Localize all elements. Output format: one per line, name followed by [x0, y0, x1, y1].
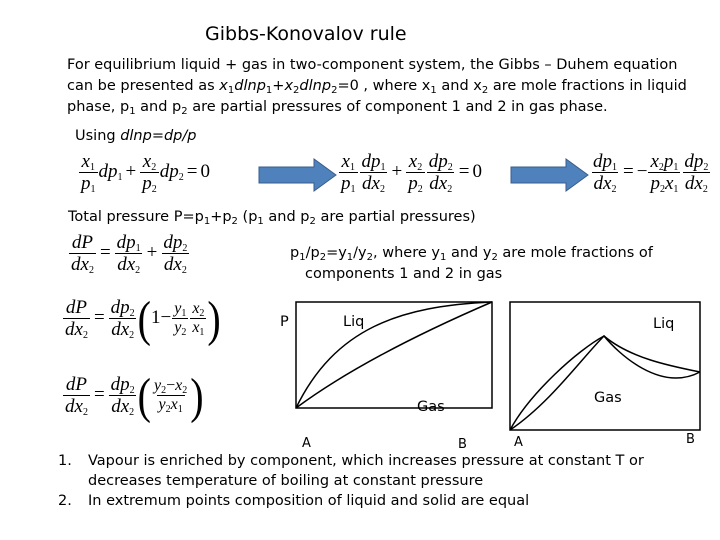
- equation-with-y-ratio: $\frac{dP}{dx_2}$ = $\frac{dp_2}{dx_2}$ (1− $\frac{y_1}{y_2}$ $\frac{x_2}{x_1}$ ): [65, 290, 221, 347]
- label-b-left: B: [458, 437, 467, 452]
- arrow-icon: [510, 158, 590, 192]
- label-liq-right: Liq: [653, 316, 675, 332]
- total-pressure-line: Total pressure $P=p_1+p_2$ ($p_1$ and $p_2$ are partial pressures): [68, 209, 476, 227]
- ratio-note: [290, 243, 653, 285]
- axis-label-p: P: [280, 314, 289, 330]
- intro-line-1: For equilibrium liquid + gas in two-component system, the Gibbs – Duhem equation: [67, 57, 678, 73]
- label-a-left: A: [302, 436, 311, 451]
- arrow-icon: [258, 158, 338, 192]
- label-gas-left: Gas: [417, 399, 445, 415]
- equation-final: $\frac{dP}{dx_2}$ = $\frac{dp_2}{dx_2}$ ( $\frac{y_2-x_2}{y_2x_1}$ ): [65, 367, 204, 424]
- intro-paragraph: [67, 55, 687, 118]
- label-b-right: B: [686, 432, 695, 447]
- phase-diagram-monotonic: [290, 298, 500, 438]
- equation-dp1-dx2: $\frac{dp_1}{dx_2}$ = − $\frac{x_2p_1}{p_2x_1}$ $\frac{dp_2}{dx_2}$: [593, 151, 709, 196]
- equation-derivative-form: $\frac{x_1}{p_1}$ $\frac{dp_1}{dx_2}$ + $\frac{x_2}{p_2}$ $\frac{dp_2}{dx_2}$ = 0: [341, 151, 482, 196]
- phase-diagram-azeotrope: [500, 298, 710, 438]
- label-gas-right: Gas: [594, 390, 622, 406]
- ratio-note-line-1: $p_1/p_2=y_1/y_2$, where $y_1$ and $y_2$ are mole fractions of: [290, 245, 653, 263]
- equation-total-derivative: $\frac{dP}{dx_2}$ = $\frac{dp_1}{dx_2}$ + $\frac{dp_2}{dx_2}$: [71, 232, 188, 277]
- intro-line-3: phase, $p_1$ and $p_2$ are partial pressures of component 1 and 2 in gas phase.: [67, 99, 608, 117]
- intro-line-2: can be presented as $x_1dlnp_1+x_2dlnp_2=0$ , where $x_1$ and $x_2$ are mole fractions in liquid: [67, 78, 687, 96]
- list-item: 1. Vapour is enriched by component, which increases pressure at constant T or: [58, 453, 644, 469]
- liquid-curve: [510, 336, 700, 430]
- conclusions-list: [58, 451, 644, 511]
- equation-gibbs-duhem: $\frac{x_1}{p_1}$ $dp_1$ + $\frac{x_2}{p_2}$ $dp_2 = 0$: [81, 151, 210, 196]
- gas-curve: [510, 336, 700, 430]
- gas-curve: [296, 302, 492, 408]
- page-title: Gibbs-Konovalov rule: [205, 23, 407, 45]
- label-liq-left: Liq: [343, 314, 365, 330]
- label-a-right: A: [514, 435, 523, 450]
- list-item-continuation: decreases temperature of boiling at constant pressure: [88, 473, 484, 489]
- list-item: 2. In extremum points composition of liquid and solid are equal: [58, 493, 530, 509]
- ratio-note-line-2: components 1 and 2 in gas: [305, 266, 503, 282]
- using-line: Using dlnp=dp/p: [75, 128, 197, 144]
